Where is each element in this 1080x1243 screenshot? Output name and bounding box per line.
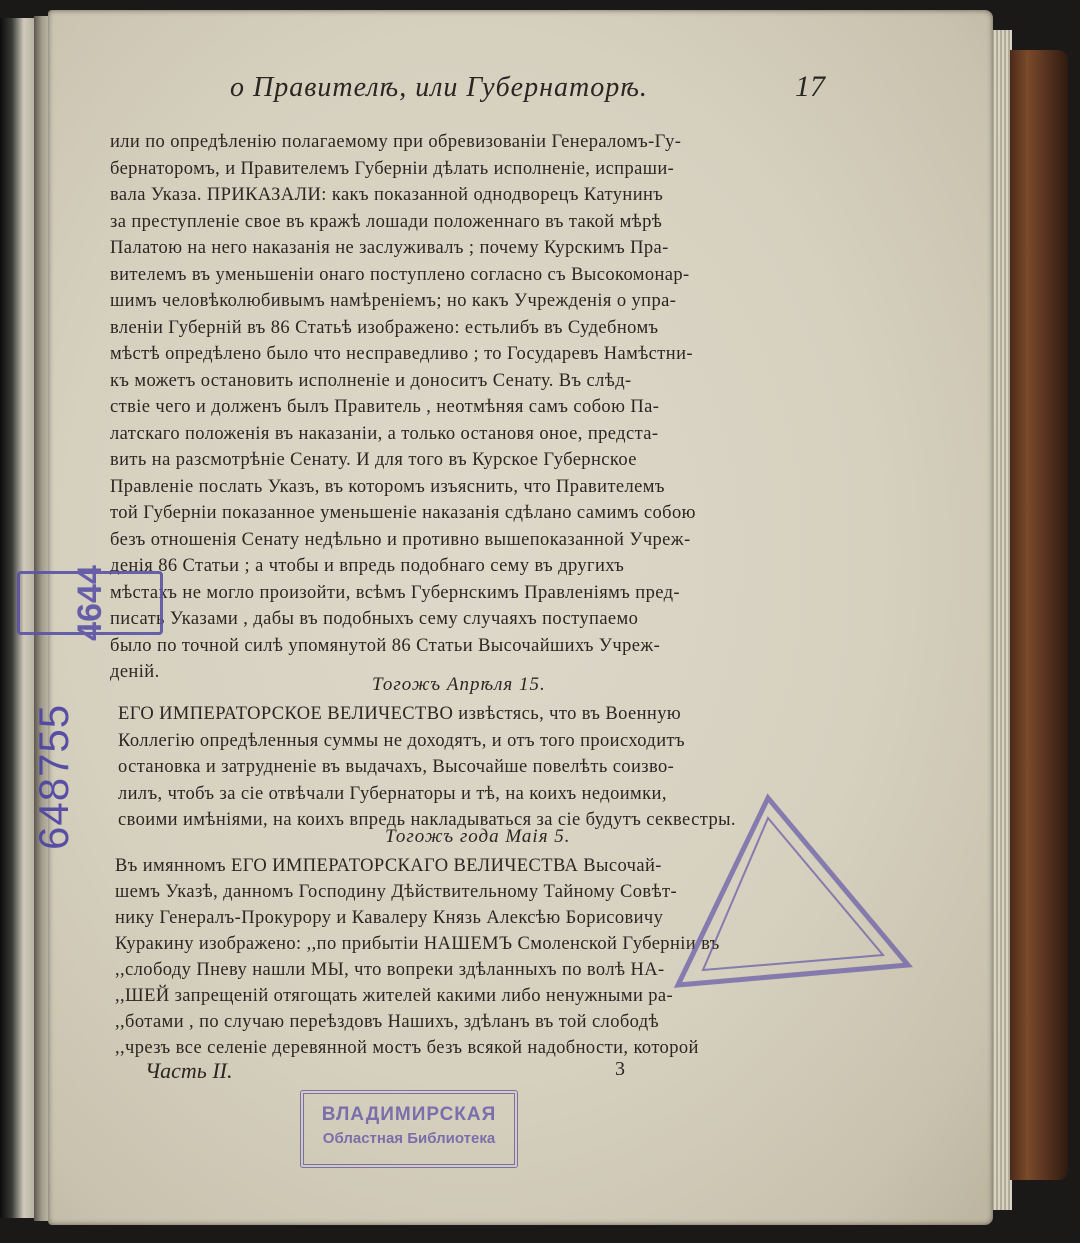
text-line: остановка и затрудненіе въ выдачахъ, Высочайше повелѣть соизво- — [118, 757, 675, 777]
text-line: той Губерніи показанное уменьшеніе наказанія сдѣлано самимъ собою — [110, 503, 696, 523]
text-line: безъ отношенія Сенату недѣльно и противно вышепоказанной Учреж- — [110, 529, 691, 550]
text-line: писать Указами , дабы въ подобныхъ сему случаяхъ поступаемо — [110, 609, 639, 629]
text-line: ,,ШЕЙ запрещеній отягощать жителей какими либо ненужными ра- — [115, 986, 674, 1006]
text-line: Коллегію опредѣленныя суммы не доходятъ, и отъ того происходитъ — [118, 730, 685, 751]
text-line: вителемъ въ уменьшеніи онаго поступлено согласно съ Высокомонар- — [110, 264, 690, 285]
running-header: о Правителѣ, или Губернаторѣ. — [230, 72, 648, 103]
text-line: Палатою на него наказанія не заслуживалъ ; почему Курскимъ Пра- — [110, 238, 669, 258]
text-line: Куракину изображено: ,,по прибытіи НАШЕМЪ Смоленской Губерніи въ — [115, 934, 720, 954]
text-line: своими имѣніями, на коихъ впредь накладываться за сіе будутъ секвестры. — [118, 810, 736, 830]
part-label: Часть II. — [145, 1058, 233, 1083]
text-line: вала Указа. ПРИКАЗАЛИ: какъ показанной однодворецъ Катунинъ — [110, 185, 664, 205]
text-line: ЕГО ИМПЕРАТОРСКОЕ ВЕЛИЧЕСТВО извѣстясь, что въ Военную — [118, 704, 682, 724]
triangle-stamp-inner — [703, 818, 883, 970]
signature-mark: 3 — [615, 1058, 625, 1080]
text-line: денія 86 Статьи ; а чтобы и впредь подобнаго сему въ другихъ — [110, 556, 625, 576]
text-line: или по опредѣленію полагаемому при обревизованіи Генераломъ-Гу- — [110, 132, 682, 152]
text-line: нику Генералъ-Прокурору и Кавалеру Князь Алексѣю Борисовичу — [115, 908, 664, 928]
shelfmark-number: 4644 — [70, 565, 109, 641]
text-line: латскаго положенія въ наказаніи, а только остановя оное, предста- — [110, 423, 659, 444]
text-line: деній. — [110, 662, 160, 682]
text-line: вить на разсмотрѣніе Сенату. И для того въ Курское Губернское — [110, 450, 637, 470]
text-line: бернаторомъ, и Правителемъ Губерніи дѣлать исполненіе, испраши- — [110, 158, 675, 179]
library-stamp-line2: Областная Библиотека — [322, 1130, 496, 1147]
text-line: Правленіе послать Указъ, въ которомъ изъяснить, что Правителемъ — [110, 476, 665, 497]
date-heading-may: Тогожъ года Маія 5. — [385, 826, 571, 847]
leather-binding — [1010, 50, 1068, 1180]
shelfmark-stamp — [17, 565, 163, 641]
date-heading-april: Тогожъ Апрѣля 15. — [372, 674, 546, 695]
text-line: къ можетъ остановить исполненіе и доноситъ Сенату. Въ слѣд- — [110, 370, 632, 391]
inventory-number: 648755 — [30, 703, 77, 850]
page-number: 17 — [795, 70, 825, 103]
text-line: ,,чрезъ все селеніе деревянной мостъ безъ всякой надобности, которой — [115, 1038, 699, 1058]
page-edges — [990, 30, 1012, 1210]
text-line: ,,ботами , по случаю переѣздовъ Нашихъ, здѣланъ въ той слободѣ — [115, 1012, 660, 1032]
text-line: шемъ Указѣ, данномъ Господину Дѣйствительному Тайному Совѣт- — [115, 882, 678, 902]
text-line: было по точной силѣ упомянутой 86 Статьи Высочайшихъ Учреж- — [110, 635, 661, 656]
text-line: за преступленіе свое въ кражѣ лошади положеннаго въ такой мѣрѣ — [110, 211, 663, 232]
text-line: шимъ человѣколюбивымъ намѣреніемъ; но какъ Учрежденія о упра- — [110, 291, 677, 311]
text-line: ,,слободу Пневу нашли МЫ, что вопреки здѣланныхъ по волѣ НА- — [115, 960, 665, 980]
triangle-stamp-outline — [678, 798, 908, 985]
text-line: мѣстахъ не могло произойти, всѣмъ Губернскимъ Правленіямъ пред- — [110, 582, 680, 603]
library-stamp — [300, 1090, 518, 1168]
text-line: мѣстѣ опредѣлено было что несправедливо ; то Государевъ Намѣстни- — [110, 344, 693, 364]
text-line: ствіе чего и долженъ былъ Правитель , неотмѣняя самъ собою Па- — [110, 397, 660, 417]
text-line: лилъ, чтобъ за сіе отвѣчали Губернаторы и тѣ, на коихъ недоимки, — [118, 783, 667, 804]
triangle-stamp — [668, 790, 918, 1010]
text-line: вленіи Губерній въ 86 Статьѣ изображено: естьлибъ въ Судебномъ — [110, 317, 659, 338]
text-line: Въ имянномъ ЕГО ИМПЕРАТОРСКАГО ВЕЛИЧЕСТВА Высочай- — [115, 856, 662, 876]
library-stamp-line1: ВЛАДИМИРСКАЯ — [321, 1104, 497, 1125]
